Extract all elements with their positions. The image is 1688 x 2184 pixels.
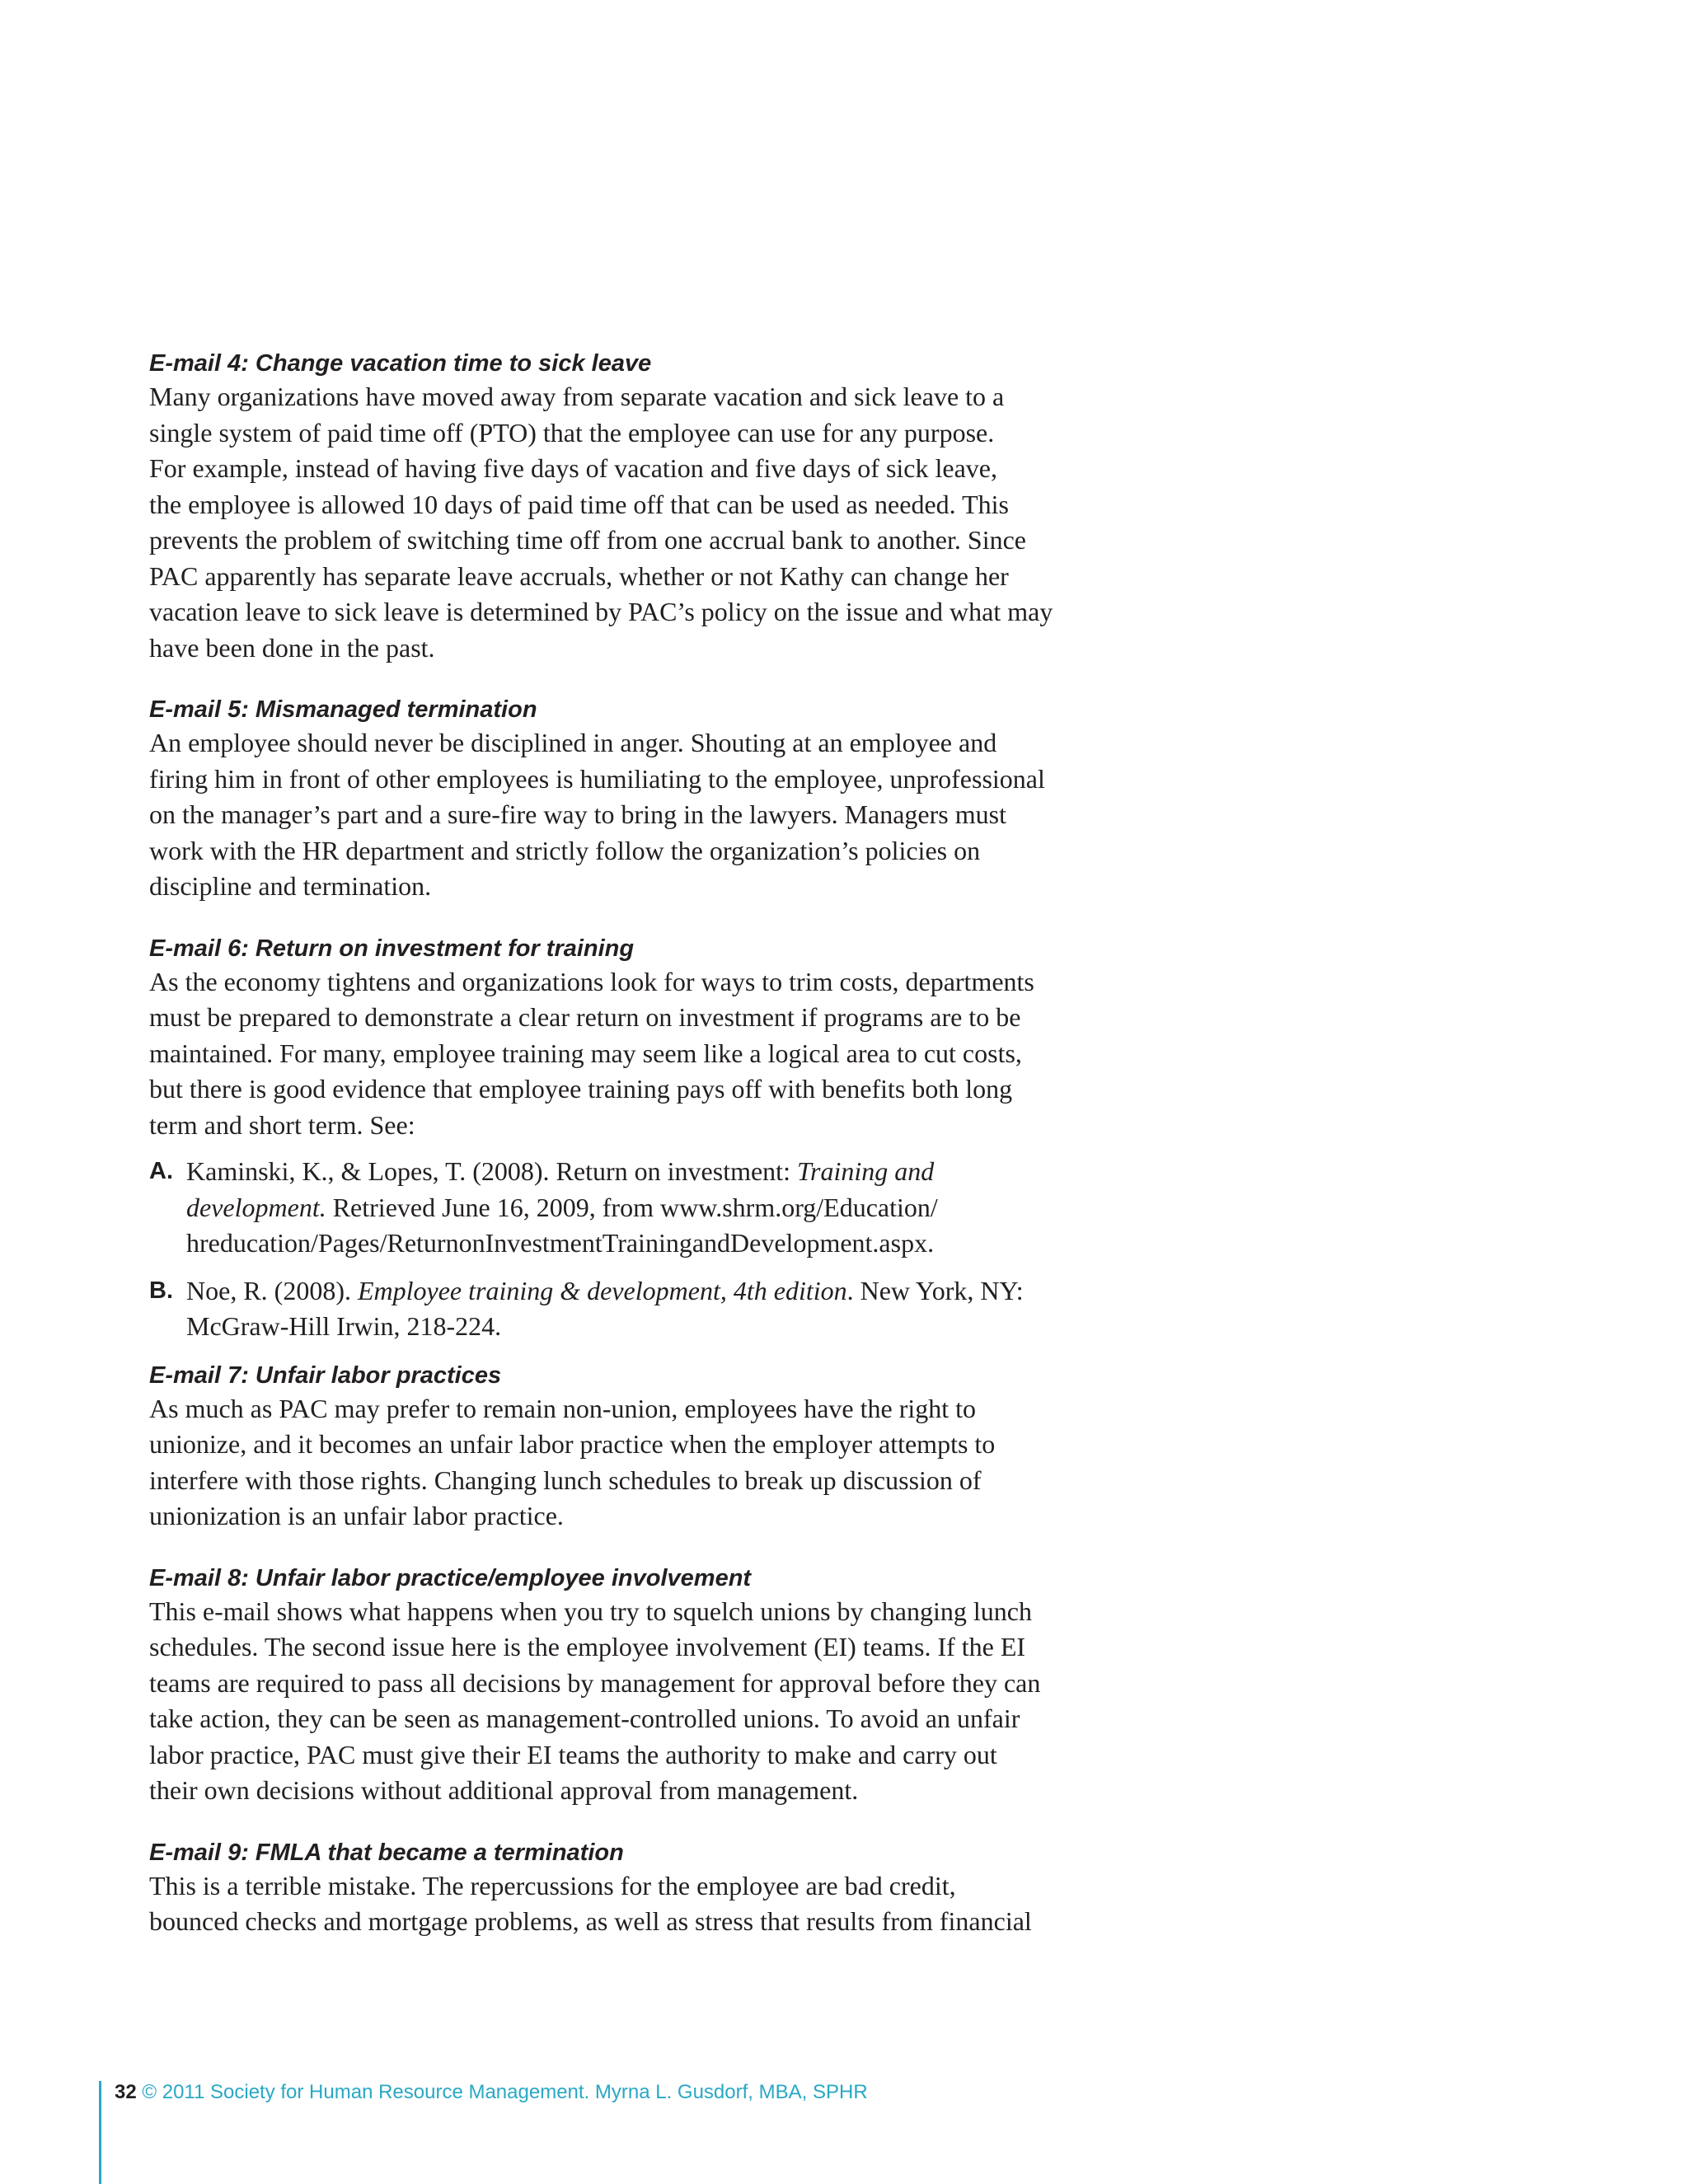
page-footer	[115, 2079, 868, 2107]
section-email-9	[149, 1837, 1130, 1940]
section-email-7	[149, 1360, 1130, 1535]
reference-item	[149, 1154, 1130, 1262]
section-heading: E-mail 5: Mismanaged termination	[149, 696, 537, 723]
reference-text-after: . New York, NY: McGraw-Hill Irwin, 218-224.	[186, 1275, 1024, 1341]
reference-letter: B.	[149, 1277, 173, 1304]
page-number: 32	[115, 2081, 137, 2103]
section-body: An employee should never be disciplined in anger. Shouting at an employee and firing him in front of other employees is humiliating to the employee, unprofessional on the manager’s part and a sure-fire way to bring in the lawyers. Managers must work with the HR department and strictly follow the organization’s policies on discipline and termination.	[149, 728, 1045, 901]
section-body: As the economy tightens and organizations look for ways to trim costs, departments must be prepared to demonstrate a clear return on investment if programs are to be maintained. For many, employee training may seem like a logical area to cut costs, but there is good evidence that employee training pays off with benefits both long term and short term. See:	[149, 966, 1034, 1140]
reference-text	[186, 1156, 938, 1258]
reference-title: Employee training & development, 4th edition	[357, 1275, 847, 1305]
reference-item	[149, 1273, 1130, 1345]
section-heading: E-mail 4: Change vacation time to sick leave	[149, 350, 652, 377]
footer-rule	[99, 2081, 101, 2184]
copyright-text: © 2011 Society for Human Resource Management. Myrna L. Gusdorf, MBA, SPHR	[136, 2081, 868, 2103]
section-heading: E-mail 9: FMLA that became a termination	[149, 1839, 624, 1866]
section-email-5	[149, 694, 1130, 905]
reference-text-before: Kaminski, K., & Lopes, T. (2008). Return on investment:	[186, 1156, 797, 1186]
section-body: Many organizations have moved away from separate vacation and sick leave to a single system of paid time off (PTO) that the employee can use for any purpose. For example, instead of having five days of vacation and five days of sick leave, the employee is allowed 10 days of paid time off that can be used as needed. This prevents the problem of switching time off from one accrual bank to another. Since PAC apparently has separate leave accruals, whether or not Kathy can change her vacation leave to sick leave is determined by PAC’s policy on the issue and what may have been done in the past.	[149, 382, 1053, 663]
reference-title: Training and development.	[186, 1156, 935, 1222]
section-email-8	[149, 1563, 1130, 1809]
reference-text-before: Noe, R. (2008).	[186, 1275, 358, 1305]
section-heading: E-mail 8: Unfair labor practice/employee involvement	[149, 1564, 752, 1591]
section-body: This e-mail shows what happens when you try to squelch unions by changing lunch schedules. The second issue here is the employee involvement (EI) teams. If the EI teams are required to pass all decisions by management for approval before they can take action, they can be seen as management-controlled unions. To avoid an unfair labor practice, PAC must give their EI teams the authority to make and carry out their own decisions without additional approval from management.	[149, 1596, 1041, 1805]
section-email-4	[149, 348, 1130, 666]
reference-letter: A.	[149, 1158, 173, 1184]
reference-text-after: Retrieved June 16, 2009, from www.shrm.org/Education/ hreducation/Pages/ReturnonInvestmentTrainingandDevelopment.aspx.	[186, 1192, 938, 1258]
section-heading: E-mail 7: Unfair labor practices	[149, 1361, 502, 1389]
section-heading: E-mail 6: Return on investment for training	[149, 935, 635, 962]
section-body: As much as PAC may prefer to remain non-union, employees have the right to unionize, and it becomes an unfair labor practice when the employer attempts to interfere with those rights. Changing lunch schedules to break up discussion of unionization is an unfair labor practice.	[149, 1393, 996, 1530]
reference-list	[149, 1154, 1130, 1345]
page-content	[149, 348, 1130, 1968]
reference-text	[186, 1276, 1024, 1342]
section-email-6	[149, 933, 1130, 1345]
section-body: This is a terrible mistake. The repercussions for the employee are bad credit, bounced checks and mortgage problems, as well as stress that results from financial	[149, 1870, 1032, 1936]
